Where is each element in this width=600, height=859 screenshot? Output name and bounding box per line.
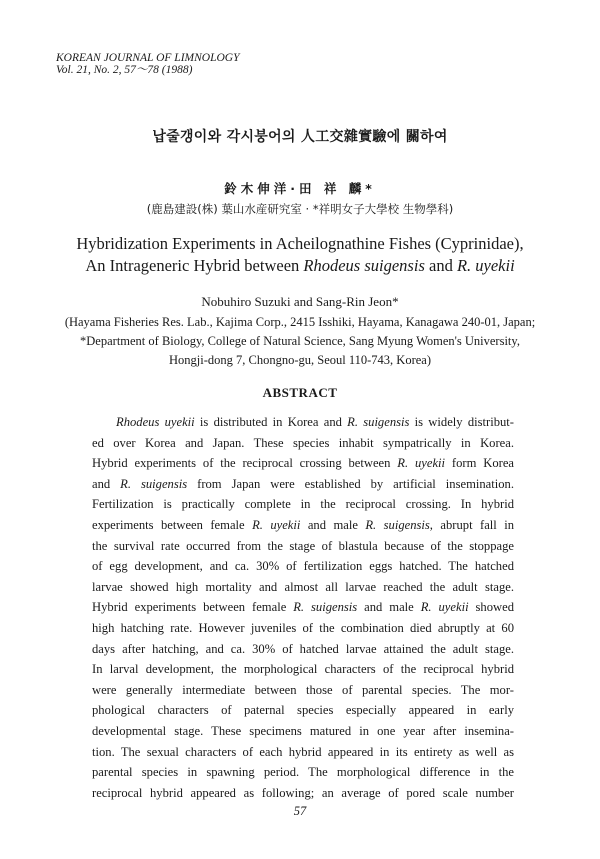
- abstract-body: [92, 412, 514, 803]
- affiliation-line: (Hayama Fisheries Res. Lab., Kajima Corp., 2415 Isshiki, Hayama, Kanagawa 240-01, Japan;: [64, 315, 536, 329]
- korean-authors: 鈴木伸洋·田 祥 麟*: [224, 181, 376, 196]
- journal-citation: Vol. 21, No. 2, 57～78 (1988): [56, 64, 193, 76]
- species-name: Rhodeus suigensis: [303, 256, 425, 275]
- abstract-line: Rhodeus uyekii is distributed in Korea and R. suigensis is widely distribut-: [116, 415, 514, 429]
- title-text: An Intrageneric Hybrid between: [85, 256, 304, 275]
- abstract-line: Hybrid experiments of the reciprocal crossing between R. uyekii form Korea: [92, 456, 514, 471]
- korean-affiliation: (鹿島建設(株) 葉山水産研究室 · *祥明女子大學校 生物學科): [146, 202, 454, 216]
- abstract-line: Fertilization is practically complete in the reciprocal crossing. In hybrid: [92, 497, 514, 512]
- english-authors: Nobuhiro Suzuki and Sang-Rin Jeon*: [201, 294, 399, 309]
- abstract-line: In larval development, the morphological characters of the reciprocal hybrid: [92, 662, 514, 677]
- title-text: and: [424, 256, 457, 275]
- affiliation-line: *Department of Biology, College of Natural Science, Sang Myung Women's University,: [80, 334, 520, 348]
- english-title: [0, 233, 600, 277]
- abstract-line: experiments between female R. uyekii and male R. suigensis, abrupt fall in: [92, 517, 515, 532]
- abstract-line: high hatching rate. However juveniles of the combination died abruptly at 60: [92, 620, 514, 635]
- abstract-line: developmental stage. These specimens matured in one year after insemina-: [92, 723, 514, 738]
- journal-header: [56, 52, 239, 76]
- abstract-line: reciprocal hybrid appeared as following; an average of pored scale number: [92, 785, 514, 800]
- english-title-line1: Hybridization Experiments in Acheilognathine Fishes (Cyprinidae),: [76, 234, 524, 253]
- abstract-line: and R. suigensis from Japan were established by artificial insemination.: [92, 476, 514, 491]
- abstract-line: tion. The sexual characters of each hybrid appeared in its entirety as well as: [92, 744, 514, 759]
- abstract-line: parental species in spawning period. The morphological difference in the: [92, 765, 514, 780]
- abstract-line: Hybrid experiments between female R. suigensis and male R. uyekii showed: [92, 600, 515, 615]
- abstract-line: days after hatching, and ca. 30% of hatched larvae attained the adult stage.: [92, 641, 514, 656]
- journal-name: KOREAN JOURNAL OF LIMNOLOGY: [56, 52, 240, 64]
- affiliation-line: Hongji-dong 7, Chongno-gu, Seoul 110-743, Korea): [168, 353, 431, 367]
- abstract-line: the survival rate occurred from the stage of blastula because of the stoppage: [92, 538, 514, 553]
- english-title-line2: [0, 255, 600, 277]
- korean-title: 납줄갱이와 각시붕어의 人工交雜實驗에 關하여: [152, 129, 448, 145]
- abstract-line: were generally intermediate between those of parental species. The mor-: [92, 682, 514, 697]
- abstract-line: larvae showed high mortality and almost all larvae reached the adult stage.: [92, 579, 514, 594]
- page-number: 57: [293, 804, 307, 818]
- abstract-line: of egg development, and ca. 30% of fertilization eggs hatched. The hatched: [92, 559, 514, 574]
- species-name: R. uyekii: [456, 256, 515, 275]
- english-affiliation: [40, 313, 560, 370]
- abstract-heading: ABSTRACT: [262, 385, 338, 400]
- abstract-line: phological characters of paternal species especially appeared in early: [92, 703, 514, 718]
- abstract-line: ed over Korea and Japan. These species inhabit sympatrically in Korea.: [92, 435, 514, 450]
